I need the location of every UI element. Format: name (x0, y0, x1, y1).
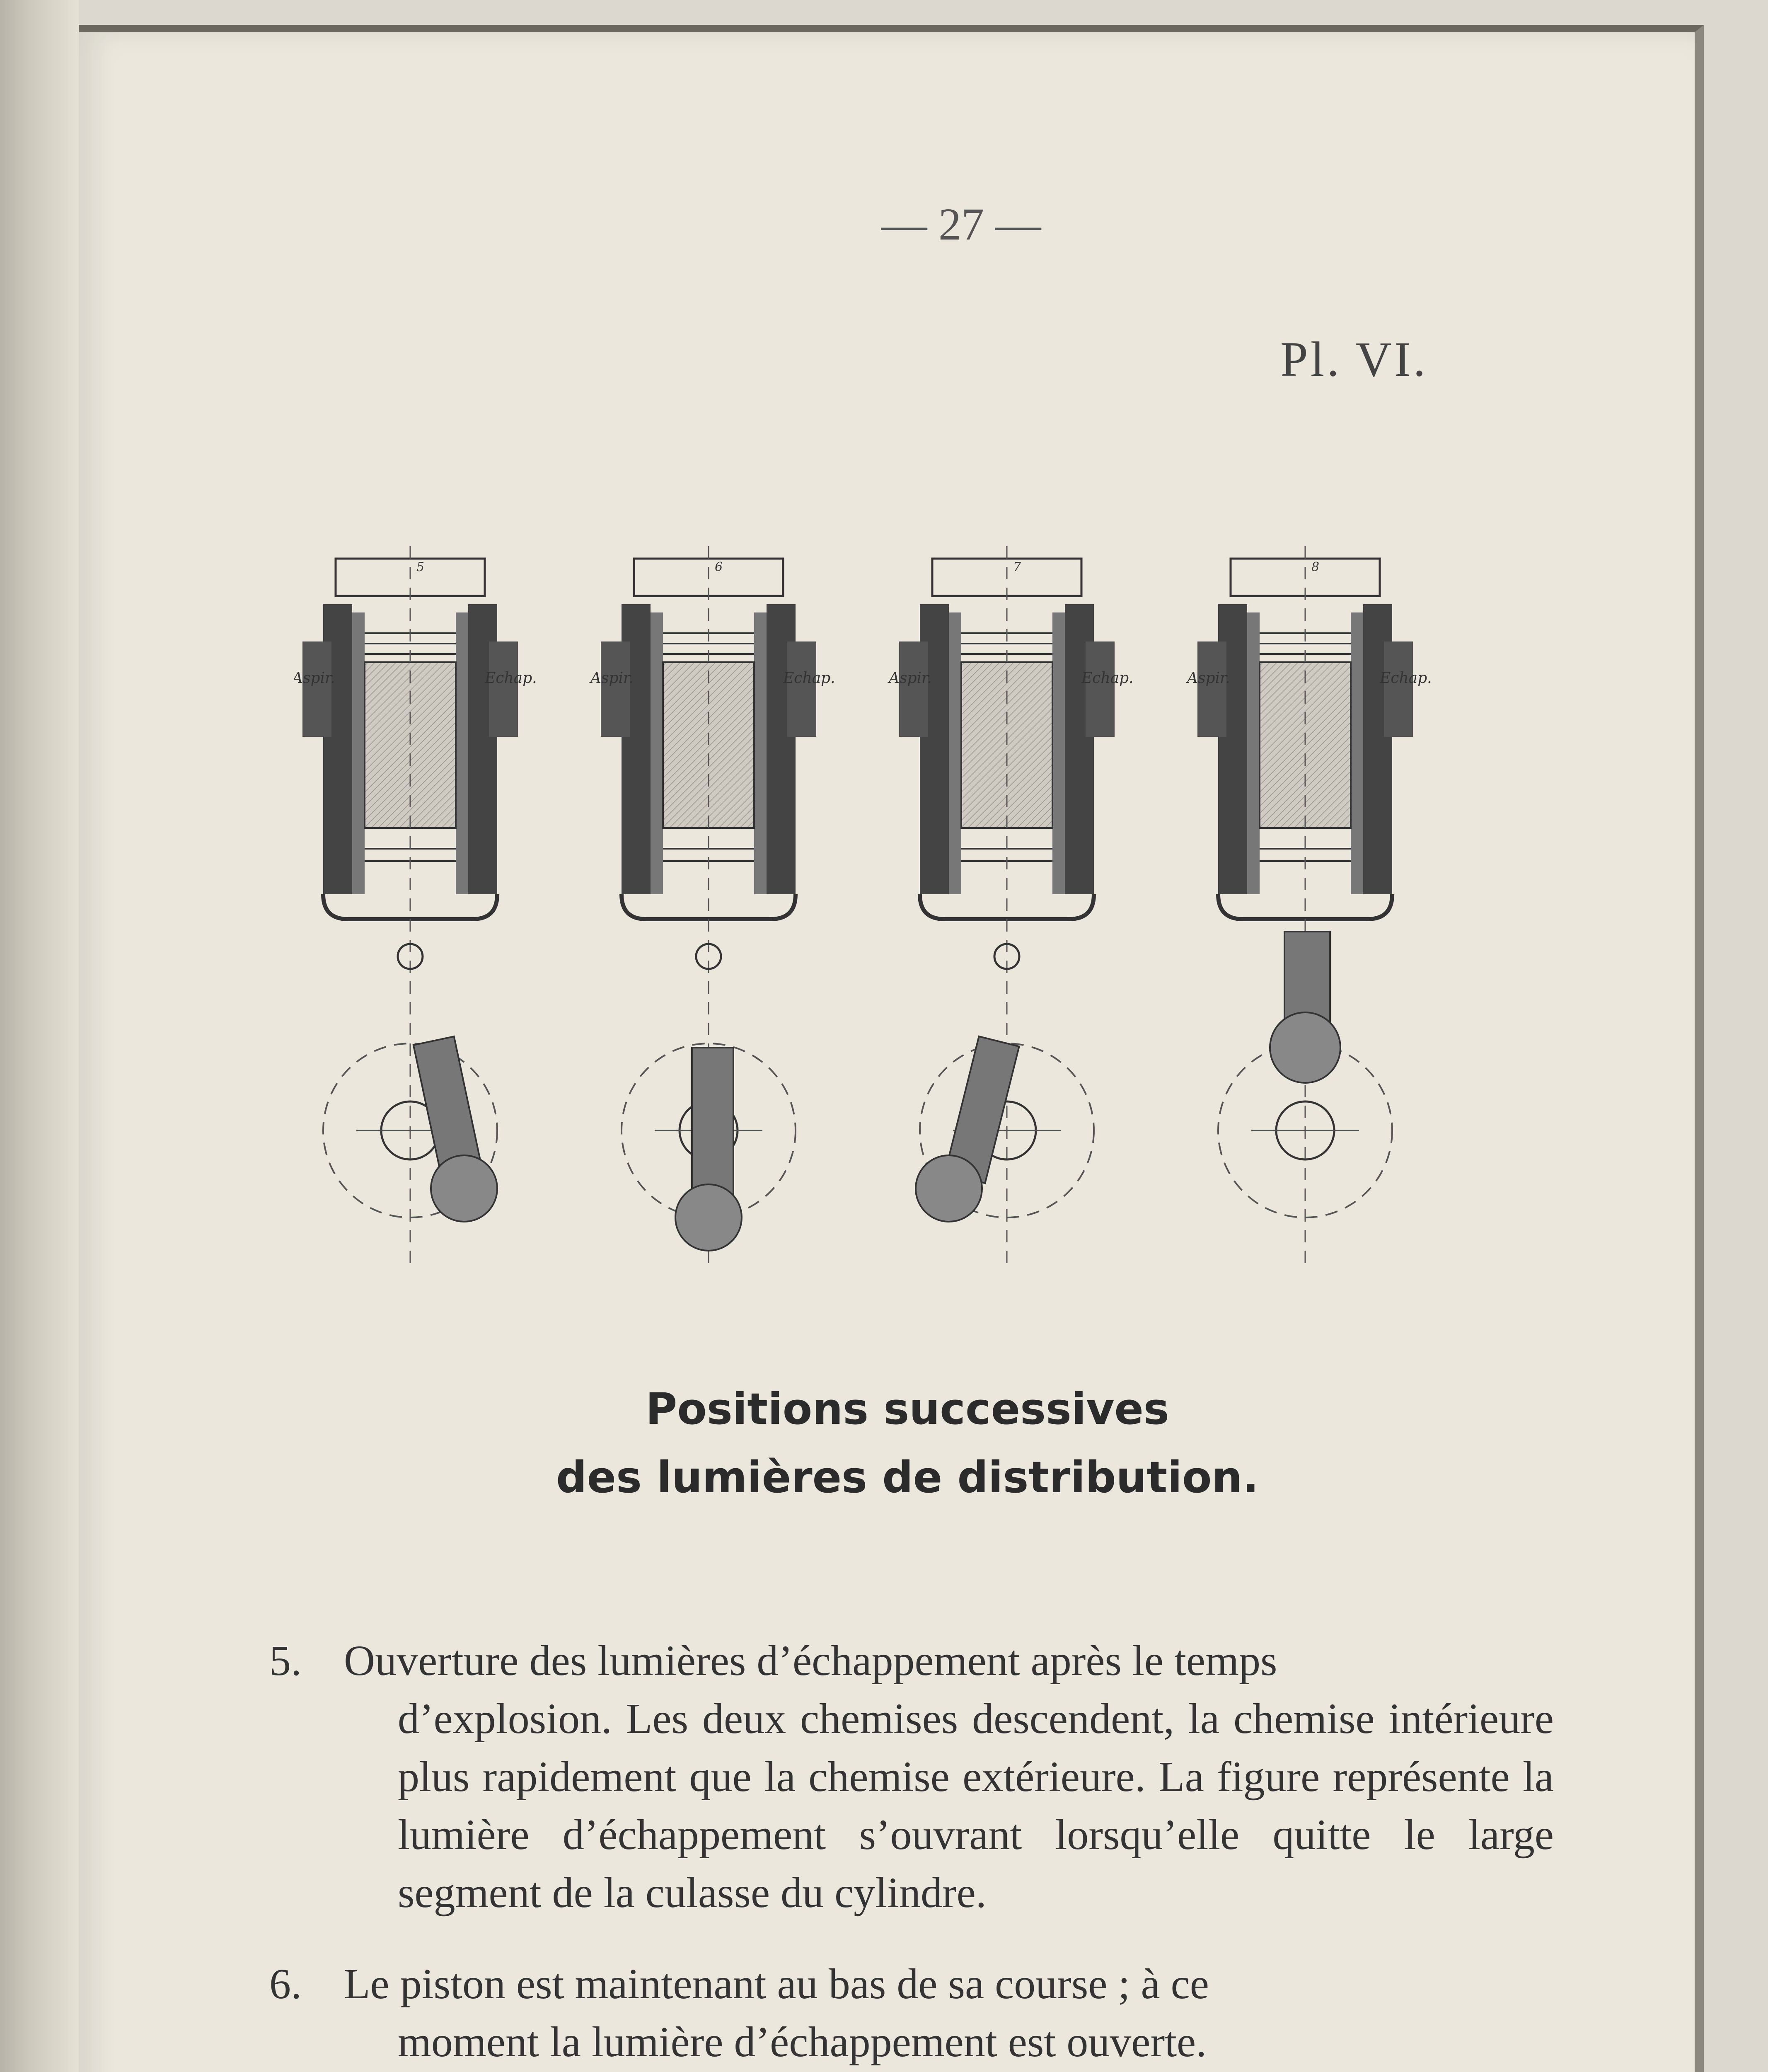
plate-label: Pl. VI. (1280, 332, 1428, 387)
port-label: Aspir. (590, 670, 634, 687)
cylinder-number: 6 (715, 560, 723, 574)
port-label: Aspir. (1187, 670, 1230, 687)
port-label: Echap. (485, 670, 537, 687)
distribution-figure (294, 542, 1537, 1288)
port-label: Aspir. (294, 670, 335, 687)
port-label: Echap. (783, 670, 835, 687)
item-text (344, 1632, 1554, 1922)
list-item (261, 1955, 1554, 2071)
book-page (79, 25, 1704, 2072)
figure-caption (410, 1375, 1405, 1512)
caption-line: Positions successives (646, 1384, 1169, 1434)
cylinder-number: 8 (1311, 560, 1320, 574)
item-first-line: Ouverture des lumières d’échappement après le temps (344, 1637, 1277, 1685)
item-number: 6. (269, 1960, 302, 2008)
caption-line: des lumières de distribution. (556, 1452, 1259, 1503)
book-spine (0, 0, 79, 2072)
item-continuation: d’explosion. Les deux chemises descendent, la chemise intérieure plus rapidement que la chemise extérieure. La figure représente la lumière d’échappement s’ouvrant lorsqu’elle quitte le large segment de la culasse du cylindre. (398, 1695, 1554, 1917)
cylinder-number: 7 (1013, 560, 1021, 574)
item-number: 5. (269, 1637, 302, 1685)
item-continuation: moment la lumière d’échappement est ouverte. (398, 2018, 1207, 2066)
item-first-line: Le piston est maintenant au bas de sa course ; à ce (344, 1960, 1209, 2008)
cylinder-diagrams (294, 542, 1537, 1288)
port-label: Aspir. (889, 670, 932, 687)
cylinder-number: 5 (416, 560, 425, 574)
port-label: Echap. (1081, 670, 1134, 687)
port-label: Echap. (1380, 670, 1432, 687)
list-item (261, 1632, 1554, 1922)
page-number: — 27 — (881, 199, 1041, 249)
numbered-list (261, 1632, 1554, 2072)
item-text (344, 1955, 1554, 2071)
